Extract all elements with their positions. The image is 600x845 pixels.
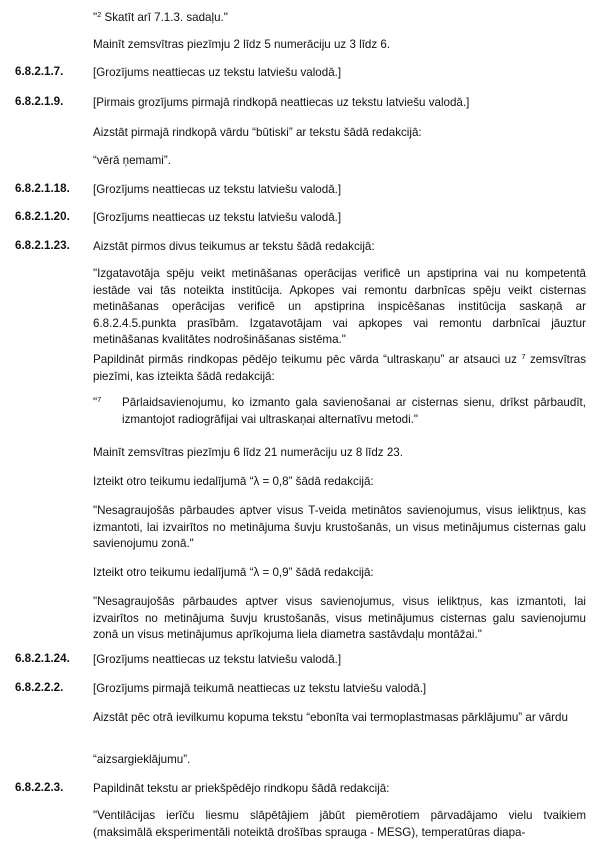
section-text: [Grozījums neattiecas uz tekstu latviešu valodā.] [93,653,342,666]
instruction-paragraph: Mainīt zemsvītras piezīmju 6 līdz 21 numerāciju uz 8 līdz 23. [93,446,403,459]
section-code: 6.8.2.1.18. [15,182,70,195]
section-text: [Grozījums neattiecas uz tekstu latviešu valodā.] [93,66,342,79]
instruction-paragraph: Izteikt otro teikumu iedalījumā “λ = 0,9” šādā redakcijā: [93,566,374,579]
footnote-sup: 2 [97,10,102,19]
quoted-amendment-lambda-09: "Nesagraujošās pārbaudes aptver visus savienojumus, visus ieliktņus, kas izmantoti, lai izvairītos no metinājuma šuvju krustošanās, visus metinājumus cisternas galu savienojumu zonā un visus metinājumus aprīkojuma liela diametra sastāvdaļu montāžai." [93,595,586,642]
instruction-paragraph: Izteikt otro teikumu iedalījumā “λ = 0,8” šādā redakcijā: [93,475,374,488]
replacement-text: “vērā ņemami”. [93,154,171,167]
section-text: [Grozījums neattiecas uz tekstu latviešu valodā.] [93,211,342,224]
footnote-sup: 7 [521,352,526,361]
quoted-amendment-welding: "Izgatavotāja spēju veikt metināšanas operācijas verificē un apstiprina vai nu kompetentā iestāde vai tās noteikta institūcija. Apkopes vai remontu darbnīcas spēju veikt cisternas metināšanas operācijas verificē un apstiprina inspicēšanas institūcija saskaņā ar 6.8.2.4.5.punkta prasībām. Izgatavotājam vai apkopes vai remontu darbnīcai jāuztur metināšanas kvalitātes nodrošināšanas sistēma." [93,267,586,347]
quoted-footnote-2: "$^2$ Skatīt arī 7.1.3. sadaļu." [93,10,228,24]
section-code: 6.8.2.2.2. [15,681,64,694]
section-code: 6.8.2.1.24. [15,652,70,665]
section-text: [Pirmais grozījums pirmajā rindkopā neattiecas uz tekstu latviešu valodā.] [93,96,470,109]
section-code: 6.8.2.1.7. [15,65,64,78]
section-text: [Grozījums neattiecas uz tekstu latviešu valodā.] [93,183,342,196]
section-code: 6.8.2.2.3. [15,781,64,794]
instruction-paragraph: Mainīt zemsvītras piezīmju 2 līdz 5 numerāciju uz 3 līdz 6. [93,38,391,51]
quoted-amendment-lambda-08: "Nesagraujošās pārbaudes aptver visus T-veida metinātos savienojumus, visus ieliktņus, kas izmantoti, lai izvairītos no metinājuma šuvju krustošanās, un visus metinājumus cisternas galu savienojumu zonā." [93,504,586,551]
replacement-text: “aizsargieklājumu”. [93,753,191,766]
instruction-paragraph: Aizstāt pēc otrā ievilkumu kopuma tekstu “ebonīta vai termoplastmasas pārklājumu” ar vārdu [93,711,568,724]
section-text: [Grozījums pirmajā teikumā neattiecas uz tekstu latviešu valodā.] [93,682,427,695]
section-code: 6.8.2.1.9. [15,95,64,108]
instruction-paragraph: Aizstāt pirmajā rindkopā vārdu “būtiski” ar tekstu šādā redakcijā: [93,126,422,139]
footnote-7: "$^7$ Pārlaidsavienojumu, ko izmanto gala savienošanai ar cisternas sienu, drīkst pārbaudīt, izmantojot radiogrāfijai vai ultraskaņai alternatīvu metodi." [93,395,586,426]
section-text: Aizstāt pirmos divus teikumus ar tekstu šādā redakcijā: [93,240,375,253]
section-text: Papildināt tekstu ar priekšpēdējo rindkopu šādā redakcijā: [93,782,390,795]
instruction-paragraph: Papildināt pirmās rindkopas pēdējo teikumu pēc vārda “ultraskaņu” ar atsauci uz $^7$ zemsvītras piezīmi, kas izteikta šādā redakcijā: [93,352,587,383]
section-code: 6.8.2.1.23. [15,239,70,252]
section-code: 6.8.2.1.20. [15,210,70,223]
footnote-sup: 7 [97,395,102,404]
quoted-amendment-ventilation: "Ventilācijas ierīču liesmu slāpētājiem jābūt piemērotiem pārvadājamo vielu tvaikiem (maksimālā eksperimentāli noteiktā drošības sprauga - MESG), temperatūras diapa- [93,809,586,839]
